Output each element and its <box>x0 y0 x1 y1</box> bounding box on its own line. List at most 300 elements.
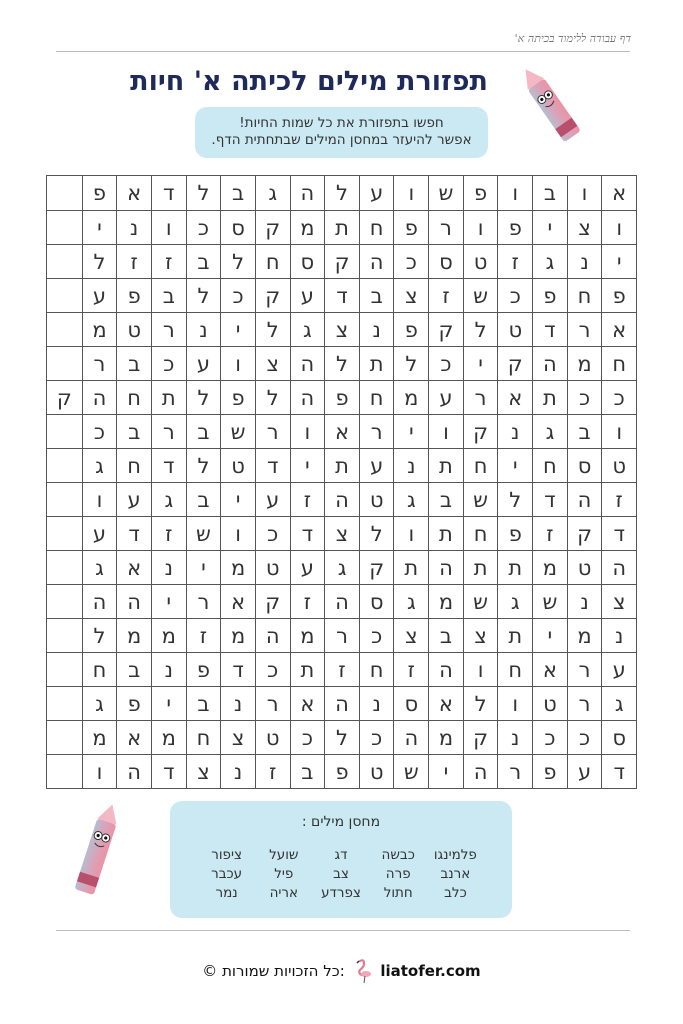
grid-cell[interactable]: צ <box>393 278 428 312</box>
grid-cell[interactable]: ר <box>82 346 117 380</box>
grid-cell[interactable]: כ <box>567 720 602 754</box>
grid-cell[interactable]: ש <box>186 516 221 550</box>
grid-cell[interactable]: ג <box>82 686 117 720</box>
grid-cell[interactable]: ו <box>393 176 428 210</box>
grid-cell[interactable]: י <box>463 346 498 380</box>
grid-cell[interactable]: פ <box>497 516 532 550</box>
grid-cell[interactable]: ג <box>601 686 636 720</box>
grid-cell[interactable]: ש <box>220 414 255 448</box>
grid-cell[interactable]: ו <box>497 176 532 210</box>
instructions-line-1: חפשו בתפזורת את כל שמות החיות! <box>239 115 444 131</box>
grid-cell[interactable]: ל <box>255 312 290 346</box>
grid-cell[interactable]: ו <box>428 414 463 448</box>
grid-cell[interactable]: ב <box>186 414 221 448</box>
grid-cell[interactable]: ע <box>82 516 117 550</box>
grid-cell[interactable]: ס <box>601 720 636 754</box>
grid-cell[interactable]: ז <box>532 516 567 550</box>
grid-cell[interactable]: ט <box>601 448 636 482</box>
grid-cell[interactable]: י <box>186 550 221 584</box>
grid-cell[interactable]: ג <box>393 482 428 516</box>
grid-cell[interactable]: ק <box>497 346 532 380</box>
grid-cell[interactable]: פ <box>532 754 567 788</box>
word-bank-list <box>198 847 484 901</box>
grid-cell[interactable]: ב <box>567 414 602 448</box>
grid-cell[interactable]: מ <box>532 550 567 584</box>
grid-cell[interactable]: א <box>601 176 636 210</box>
grid-cell[interactable]: ת <box>428 516 463 550</box>
grid-cell[interactable]: נ <box>151 652 186 686</box>
grid-cell[interactable]: ח <box>497 652 532 686</box>
grid-cell[interactable]: מ <box>567 618 602 652</box>
grid-cell[interactable]: כ <box>532 720 567 754</box>
grid-cell[interactable]: א <box>220 584 255 618</box>
grid-cell[interactable]: ת <box>393 550 428 584</box>
grid-cell[interactable]: י <box>532 210 567 244</box>
grid-cell[interactable]: ח <box>116 380 151 414</box>
grid-cell <box>47 652 82 686</box>
grid-cell[interactable]: ו <box>393 516 428 550</box>
grid-cell[interactable]: ח <box>601 346 636 380</box>
grid-cell[interactable]: ב <box>186 482 221 516</box>
grid-cell[interactable]: פ <box>601 278 636 312</box>
crayon-mascot-icon <box>522 65 582 150</box>
grid-cell[interactable]: נ <box>497 720 532 754</box>
grid-cell[interactable]: מ <box>151 618 186 652</box>
grid-cell[interactable]: פ <box>186 652 221 686</box>
grid-cell[interactable]: ר <box>255 686 290 720</box>
grid-cell[interactable]: נ <box>567 244 602 278</box>
grid-cell[interactable]: פ <box>324 380 359 414</box>
grid-cell[interactable]: ע <box>601 652 636 686</box>
grid-cell[interactable]: ל <box>186 448 221 482</box>
grid-cell[interactable]: צ <box>255 346 290 380</box>
grid-cell[interactable]: ת <box>359 346 394 380</box>
grid-cell[interactable]: כ <box>255 516 290 550</box>
grid-cell[interactable]: נ <box>567 584 602 618</box>
grid-cell[interactable]: ק <box>255 278 290 312</box>
grid-cell[interactable]: ל <box>186 380 221 414</box>
grid-cell[interactable]: צ <box>186 754 221 788</box>
grid-cell[interactable]: י <box>220 482 255 516</box>
grid-cell[interactable]: ה <box>116 754 151 788</box>
grid-cell[interactable]: ח <box>463 448 498 482</box>
grid-cell[interactable]: ו <box>567 176 602 210</box>
grid-cell[interactable]: ט <box>463 244 498 278</box>
grid-cell[interactable]: כ <box>359 618 394 652</box>
grid-cell[interactable]: ט <box>532 686 567 720</box>
grid-cell[interactable]: ט <box>255 720 290 754</box>
grid-cell[interactable]: פ <box>393 210 428 244</box>
grid-cell[interactable]: ה <box>290 176 325 210</box>
grid-cell[interactable]: ש <box>463 278 498 312</box>
grid-cell[interactable]: ב <box>116 652 151 686</box>
grid-cell[interactable]: ח <box>359 380 394 414</box>
grid-cell[interactable]: כ <box>428 346 463 380</box>
grid-cell[interactable]: א <box>116 720 151 754</box>
grid-cell[interactable]: ג <box>497 584 532 618</box>
grid-cell[interactable]: נ <box>186 312 221 346</box>
grid-cell[interactable]: ר <box>428 210 463 244</box>
grid-cell[interactable]: כ <box>497 278 532 312</box>
grid-cell[interactable]: י <box>151 584 186 618</box>
grid-cell[interactable]: א <box>290 686 325 720</box>
grid-cell[interactable]: ד <box>324 278 359 312</box>
grid-cell[interactable]: ו <box>463 652 498 686</box>
grid-cell[interactable]: ח <box>255 244 290 278</box>
grid-cell[interactable]: כ <box>220 278 255 312</box>
grid-cell[interactable]: ג <box>532 414 567 448</box>
grid-cell[interactable]: ל <box>255 380 290 414</box>
grid-cell[interactable]: י <box>393 414 428 448</box>
grid-cell[interactable]: ה <box>324 584 359 618</box>
grid-cell[interactable]: ח <box>116 448 151 482</box>
grid-cell[interactable]: ב <box>151 278 186 312</box>
grid-cell[interactable]: ל <box>497 482 532 516</box>
grid-cell[interactable]: מ <box>82 720 117 754</box>
grid-cell[interactable]: ק <box>463 414 498 448</box>
grid-cell[interactable]: ע <box>359 448 394 482</box>
grid-cell[interactable]: נ <box>601 618 636 652</box>
grid-cell[interactable]: ד <box>151 448 186 482</box>
grid-cell[interactable]: י <box>82 210 117 244</box>
grid-cell[interactable]: ע <box>186 346 221 380</box>
grid-cell[interactable]: כ <box>290 720 325 754</box>
grid-cell[interactable]: א <box>601 312 636 346</box>
grid-cell[interactable]: כ <box>359 720 394 754</box>
word-bank-item: כבשה <box>381 847 415 863</box>
grid-cell[interactable]: ק <box>567 516 602 550</box>
grid-cell[interactable]: ר <box>186 584 221 618</box>
grid-cell[interactable]: ש <box>532 584 567 618</box>
grid-cell <box>47 414 82 448</box>
grid-cell[interactable]: ע <box>116 482 151 516</box>
grid-cell[interactable]: כ <box>151 346 186 380</box>
grid-cell[interactable]: י <box>428 754 463 788</box>
grid-cell[interactable]: א <box>497 380 532 414</box>
grid-cell[interactable]: ס <box>290 244 325 278</box>
grid-cell[interactable]: ד <box>151 754 186 788</box>
grid-cell <box>47 686 82 720</box>
grid-cell[interactable]: ו <box>82 482 117 516</box>
grid-cell[interactable]: נ <box>359 686 394 720</box>
grid-cell[interactable]: נ <box>220 754 255 788</box>
grid-cell[interactable]: ד <box>220 652 255 686</box>
grid-cell[interactable]: פ <box>463 176 498 210</box>
grid-cell[interactable]: ת <box>428 448 463 482</box>
grid-cell[interactable]: ה <box>359 244 394 278</box>
grid-cell[interactable]: ט <box>359 482 394 516</box>
grid-cell[interactable]: ב <box>428 482 463 516</box>
grid-cell[interactable]: י <box>601 244 636 278</box>
grid-cell[interactable]: ע <box>290 550 325 584</box>
grid-cell[interactable]: ה <box>567 482 602 516</box>
grid-cell[interactable]: ח <box>359 652 394 686</box>
grid-cell[interactable]: ו <box>82 754 117 788</box>
grid-cell[interactable]: ד <box>290 516 325 550</box>
grid-cell[interactable]: מ <box>290 618 325 652</box>
grid-cell[interactable]: ד <box>116 516 151 550</box>
grid-cell[interactable]: כ <box>567 380 602 414</box>
grid-cell[interactable]: י <box>220 312 255 346</box>
grid-cell[interactable]: ח <box>567 278 602 312</box>
grid-cell[interactable]: ע <box>255 482 290 516</box>
grid-cell[interactable]: ש <box>463 482 498 516</box>
grid-cell[interactable]: כ <box>82 414 117 448</box>
grid-cell[interactable]: ל <box>393 346 428 380</box>
grid-cell[interactable]: ו <box>601 210 636 244</box>
grid-cell[interactable]: ר <box>567 312 602 346</box>
grid-cell[interactable]: ז <box>151 244 186 278</box>
grid-cell[interactable]: ד <box>532 482 567 516</box>
grid-cell[interactable]: מ <box>393 380 428 414</box>
footer-site[interactable]: liatofer.com <box>380 962 481 980</box>
grid-cell[interactable]: ט <box>220 448 255 482</box>
grid-cell[interactable]: ז <box>186 618 221 652</box>
grid-cell[interactable]: ר <box>567 686 602 720</box>
grid-cell[interactable]: נ <box>497 414 532 448</box>
grid-cell[interactable]: פ <box>116 686 151 720</box>
grid-cell[interactable]: ז <box>428 278 463 312</box>
grid-cell[interactable]: מ <box>82 312 117 346</box>
grid-cell[interactable]: ק <box>324 244 359 278</box>
grid-cell[interactable]: ב <box>359 278 394 312</box>
grid-cell[interactable]: ג <box>151 482 186 516</box>
grid-cell[interactable]: נ <box>359 312 394 346</box>
grid-cell[interactable]: י <box>290 448 325 482</box>
grid-cell[interactable]: ר <box>151 414 186 448</box>
grid-cell[interactable]: י <box>497 448 532 482</box>
grid-cell[interactable]: ל <box>463 686 498 720</box>
grid-cell[interactable]: ל <box>82 244 117 278</box>
grid-cell[interactable]: מ <box>116 618 151 652</box>
grid-cell[interactable]: ה <box>428 652 463 686</box>
grid-cell[interactable]: ו <box>601 414 636 448</box>
grid-cell[interactable]: ח <box>186 720 221 754</box>
grid-cell[interactable]: כ <box>393 244 428 278</box>
grid-cell <box>47 618 82 652</box>
grid-cell[interactable]: ר <box>324 618 359 652</box>
grid-cell[interactable]: א <box>428 686 463 720</box>
grid-cell[interactable]: ט <box>255 550 290 584</box>
grid-cell[interactable]: מ <box>220 618 255 652</box>
grid-cell[interactable]: ה <box>82 380 117 414</box>
grid-cell[interactable]: ז <box>290 482 325 516</box>
grid-cell[interactable]: ב <box>186 244 221 278</box>
grid-cell[interactable]: ר <box>151 312 186 346</box>
grid-cell[interactable]: ע <box>567 754 602 788</box>
grid-cell[interactable]: ה <box>324 482 359 516</box>
grid-cell[interactable]: ס <box>428 244 463 278</box>
grid-cell[interactable]: נ <box>116 210 151 244</box>
grid-cell[interactable]: ד <box>601 754 636 788</box>
grid-cell[interactable]: ז <box>324 652 359 686</box>
grid-cell[interactable]: ס <box>567 448 602 482</box>
grid-cell[interactable]: ב <box>220 176 255 210</box>
grid-cell[interactable]: ט <box>116 312 151 346</box>
grid-cell[interactable]: ה <box>255 618 290 652</box>
grid-cell[interactable]: ה <box>290 380 325 414</box>
grid-cell[interactable]: ל <box>82 618 117 652</box>
grid-cell[interactable]: פ <box>116 278 151 312</box>
grid-cell[interactable]: מ <box>428 584 463 618</box>
grid-cell[interactable]: ז <box>290 584 325 618</box>
grid-cell[interactable]: ג <box>324 550 359 584</box>
grid-cell[interactable]: ת <box>532 380 567 414</box>
grid-cell[interactable]: ו <box>151 210 186 244</box>
grid-cell[interactable]: ב <box>116 346 151 380</box>
grid-cell[interactable]: ק <box>47 380 82 414</box>
grid-cell[interactable]: ו <box>220 516 255 550</box>
grid-cell[interactable]: פ <box>393 312 428 346</box>
grid-cell[interactable]: ל <box>324 176 359 210</box>
grid-cell[interactable]: ש <box>393 754 428 788</box>
grid-cell[interactable]: ו <box>290 414 325 448</box>
grid-cell[interactable]: צ <box>567 210 602 244</box>
grid-cell[interactable]: ה <box>82 584 117 618</box>
grid-cell[interactable]: ע <box>359 176 394 210</box>
grid-cell[interactable]: פ <box>497 210 532 244</box>
grid-cell[interactable]: מ <box>220 550 255 584</box>
grid-cell[interactable]: ז <box>255 754 290 788</box>
grid-cell[interactable]: ה <box>324 686 359 720</box>
grid-cell[interactable]: מ <box>567 346 602 380</box>
grid-cell[interactable]: ל <box>186 278 221 312</box>
grid-cell[interactable]: י <box>532 618 567 652</box>
grid-cell[interactable]: ת <box>463 550 498 584</box>
grid-cell[interactable]: ג <box>290 312 325 346</box>
grid-cell[interactable]: נ <box>393 448 428 482</box>
grid-cell <box>47 550 82 584</box>
grid-cell[interactable]: ק <box>255 584 290 618</box>
grid-cell[interactable]: ז <box>116 244 151 278</box>
grid-cell[interactable]: ע <box>290 278 325 312</box>
grid-cell[interactable]: ר <box>497 754 532 788</box>
grid-cell[interactable]: ע <box>428 380 463 414</box>
grid-cell[interactable]: ק <box>359 550 394 584</box>
grid-cell[interactable]: ה <box>290 346 325 380</box>
grid-cell[interactable]: צ <box>601 584 636 618</box>
grid-cell[interactable]: ל <box>463 312 498 346</box>
grid-cell[interactable]: א <box>532 652 567 686</box>
grid-cell <box>47 210 82 244</box>
grid-cell[interactable]: ת <box>324 448 359 482</box>
grid-cell[interactable]: צ <box>393 618 428 652</box>
grid-cell[interactable]: ס <box>359 584 394 618</box>
grid-cell[interactable]: צ <box>463 618 498 652</box>
grid-cell[interactable]: י <box>151 686 186 720</box>
grid-cell[interactable]: ו <box>463 210 498 244</box>
grid-cell[interactable]: ו <box>220 346 255 380</box>
grid-cell[interactable]: ק <box>428 312 463 346</box>
grid-cell[interactable]: ר <box>255 414 290 448</box>
grid-cell[interactable]: ת <box>151 380 186 414</box>
grid-cell[interactable]: נ <box>220 686 255 720</box>
grid-cell[interactable]: פ <box>532 278 567 312</box>
grid-cell[interactable]: ג <box>255 176 290 210</box>
grid-cell[interactable]: ב <box>532 176 567 210</box>
grid-cell[interactable]: ג <box>82 550 117 584</box>
grid-cell[interactable]: ע <box>82 278 117 312</box>
grid-cell[interactable]: ד <box>151 176 186 210</box>
grid-cell[interactable]: כ <box>186 210 221 244</box>
grid-cell[interactable]: ג <box>532 244 567 278</box>
grid-cell[interactable]: ב <box>186 686 221 720</box>
grid-cell[interactable]: ש <box>463 584 498 618</box>
grid-cell[interactable]: ס <box>220 210 255 244</box>
grid-cell[interactable]: צ <box>220 720 255 754</box>
grid-cell[interactable]: צ <box>324 312 359 346</box>
grid-cell[interactable]: ד <box>601 516 636 550</box>
grid-cell[interactable]: ר <box>359 414 394 448</box>
grid-cell[interactable]: ש <box>428 176 463 210</box>
grid-cell[interactable]: ת <box>324 210 359 244</box>
grid-cell[interactable]: ד <box>255 448 290 482</box>
grid-cell[interactable]: ג <box>82 448 117 482</box>
grid-cell[interactable]: מ <box>428 720 463 754</box>
grid-cell[interactable]: ה <box>116 584 151 618</box>
grid-cell[interactable]: ה <box>463 754 498 788</box>
grid-cell[interactable]: ז <box>393 652 428 686</box>
grid-cell[interactable]: ח <box>82 652 117 686</box>
grid-cell[interactable]: א <box>116 550 151 584</box>
grid-cell[interactable]: ר <box>567 652 602 686</box>
grid-cell[interactable]: א <box>324 414 359 448</box>
grid-cell[interactable]: א <box>116 176 151 210</box>
grid-cell[interactable]: ז <box>497 244 532 278</box>
grid-cell[interactable]: ל <box>324 720 359 754</box>
grid-cell[interactable]: ב <box>116 414 151 448</box>
grid-cell[interactable]: ו <box>497 686 532 720</box>
grid-cell[interactable]: פ <box>82 176 117 210</box>
grid-cell[interactable]: ב <box>428 618 463 652</box>
grid-cell[interactable]: מ <box>151 720 186 754</box>
grid-cell[interactable]: מ <box>290 210 325 244</box>
grid-cell[interactable]: כ <box>255 652 290 686</box>
grid-cell[interactable]: ר <box>463 380 498 414</box>
grid-cell[interactable]: צ <box>324 516 359 550</box>
grid-cell[interactable]: ה <box>601 550 636 584</box>
grid-cell[interactable]: ח <box>359 210 394 244</box>
grid-cell[interactable]: ל <box>324 346 359 380</box>
grid-cell[interactable]: ה <box>428 550 463 584</box>
grid-cell[interactable]: ה <box>393 720 428 754</box>
grid-cell[interactable]: ט <box>359 754 394 788</box>
grid-cell[interactable]: ת <box>290 652 325 686</box>
grid-cell[interactable]: ה <box>532 346 567 380</box>
grid-cell[interactable]: ל <box>359 516 394 550</box>
grid-cell[interactable]: ט <box>567 550 602 584</box>
grid-cell[interactable]: ג <box>393 584 428 618</box>
grid-cell[interactable]: ס <box>393 686 428 720</box>
grid-cell[interactable]: ז <box>601 482 636 516</box>
grid-cell[interactable]: ב <box>290 754 325 788</box>
grid-cell[interactable]: ט <box>497 312 532 346</box>
grid-cell[interactable]: ק <box>463 720 498 754</box>
grid-cell[interactable]: ת <box>497 550 532 584</box>
grid-cell[interactable]: ק <box>255 210 290 244</box>
grid-cell[interactable]: ד <box>532 312 567 346</box>
grid-cell[interactable]: ת <box>497 618 532 652</box>
grid-cell[interactable]: נ <box>151 550 186 584</box>
grid-cell[interactable]: פ <box>324 754 359 788</box>
grid-cell[interactable]: ח <box>463 516 498 550</box>
grid-cell[interactable]: ל <box>220 244 255 278</box>
grid-cell[interactable]: פ <box>220 380 255 414</box>
grid-cell[interactable]: ז <box>151 516 186 550</box>
grid-cell[interactable]: ח <box>532 448 567 482</box>
grid-cell[interactable]: כ <box>601 380 636 414</box>
grid-cell[interactable]: ל <box>186 176 221 210</box>
